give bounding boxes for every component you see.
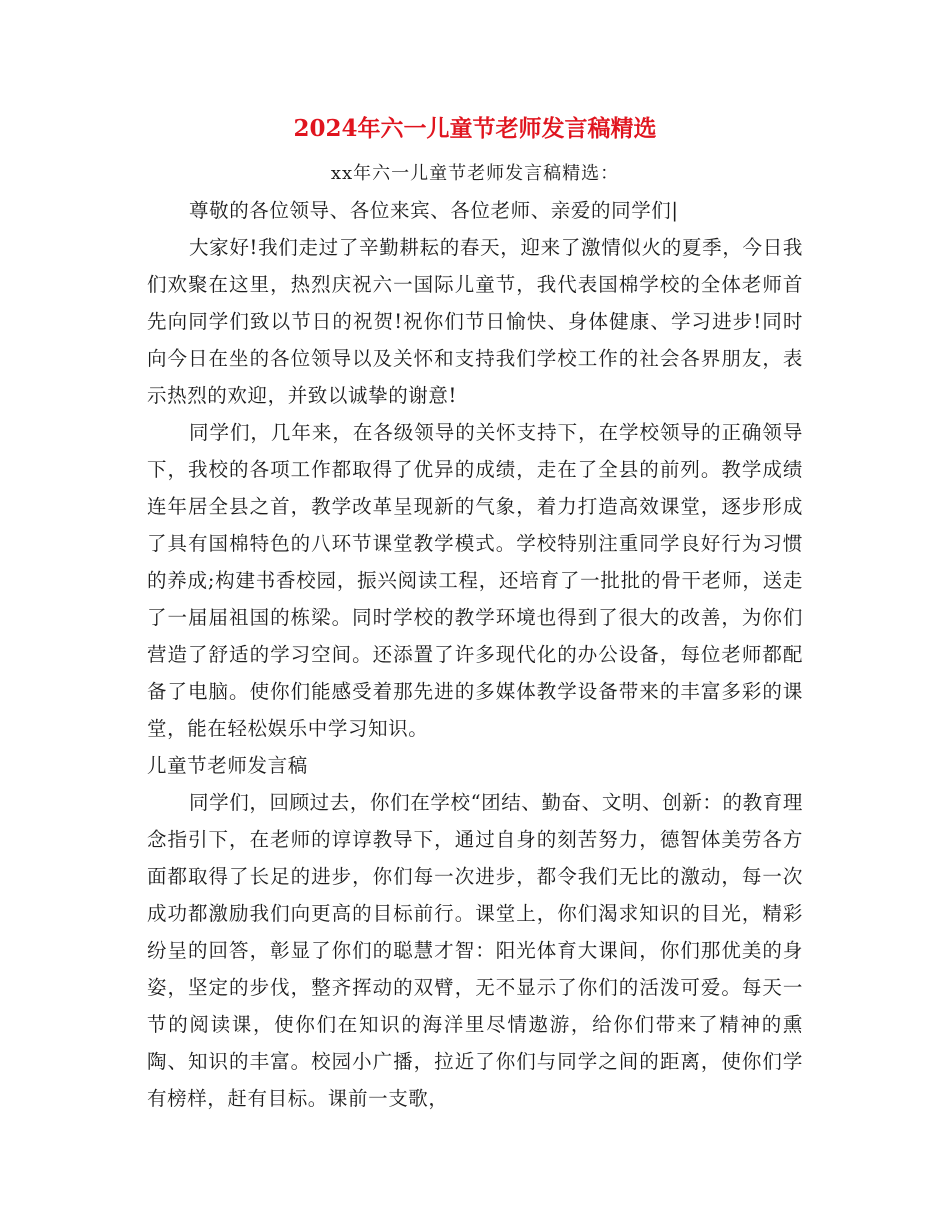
document-subtitle: xx年六一儿童节老师发言稿精选： bbox=[330, 163, 620, 184]
salutation: 尊敬的各位领导、各位来宾、各位老师、亲爱的同学们| bbox=[189, 199, 679, 222]
paragraph-achievements: 同学们，几年来，在各级领导的关怀支持下，在学校领导的正确领导下，我校的各项工作都取得了优异的成绩，走在了全县的前列。教学成绩连年居全县之首，教学改革呈现新的气象，着力打造高效课堂，逐步形成了具有国棉特色的八环节课堂教学模式。学校特别注重同学良好行为习惯的养成;构建书香校园，振兴阅读工程，还培育了一批批的骨干老师，送走了一届届祖国的栋梁。同时学校的教学环境也得到了很大的改善，为你们营造了舒适的学习空间。还添置了许多现代化的办公设备，每位老师都配备了电脑。使你们能感受着那先进的多媒体教学设备带来的丰富多彩的课堂，能在轻松娱乐中学习知识。 bbox=[147, 421, 803, 740]
paragraph-review: 同学们，回顾过去，你们在学校“团结、勤奋、文明、创新：的教育理念指引下，在老师的谆谆教导下，通过自身的刻苦努力，德智体美劳各方面都取得了长足的进步，你们每一次进步，都令我们无比的激动，每一次成功都激励我们向更高的目标前行。课堂上，你们渴求知识的目光，精彩纷呈的回答，彰显了你们的聪慧才智：阳光体育大课间，你们那优美的身姿，坚定的步伐，整齐挥动的双臂，无不显示了你们的活泼可爱。每天一节的阅读课，使你们在知识的海洋里尽情遨游，给你们带来了精神的熏陶、知识的丰富。校园小广播，拉近了你们与同学之间的距离，使你们学有榜样，赶有目标。课前一支歌， bbox=[147, 791, 803, 1110]
heading-line: 儿童节老师发言稿 bbox=[147, 754, 308, 777]
document-body bbox=[147, 192, 803, 1117]
paragraph-greeting: 大家好!我们走过了辛勤耕耘的春天，迎来了激情似火的夏季，今日我们欢聚在这里，热烈庆祝六一国际儿童节，我代表国棉学校的全体老师首先向同学们致以节日的祝贺!祝你们节日愉快、身体健康、学习进步!同时向今日在坐的各位领导以及关怀和支持我们学校工作的社会各界朋友，表示热烈的欢迎，并致以诚挚的谢意! bbox=[147, 236, 803, 407]
document-title: 2024年六一儿童节老师发言稿精选 bbox=[293, 115, 657, 142]
